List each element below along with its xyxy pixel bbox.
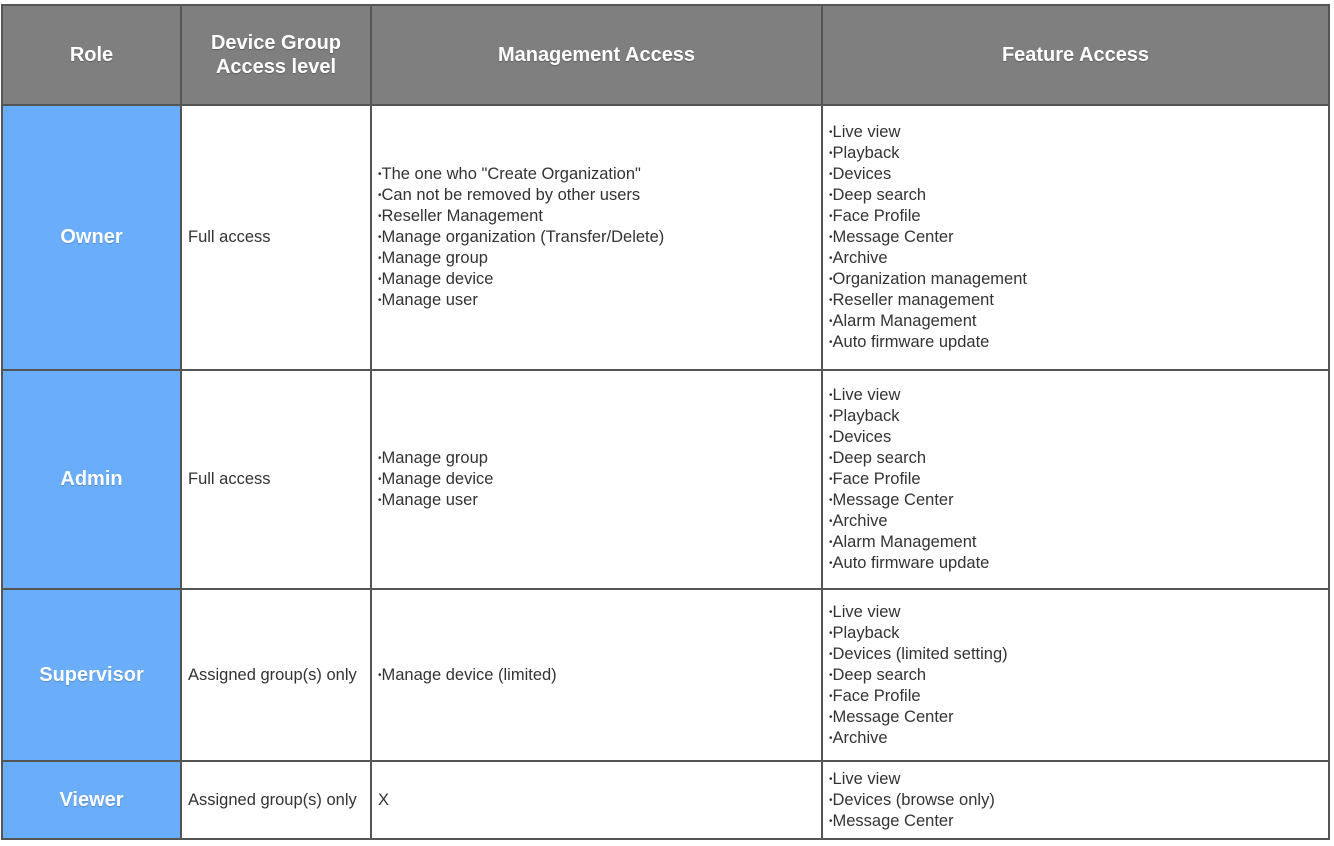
list-item: • Playback xyxy=(829,143,1322,164)
device-group-cell: Full access xyxy=(181,370,371,589)
list-item: • Reseller management xyxy=(829,290,1322,311)
list-item: • Message Center xyxy=(829,811,1322,832)
roles-access-table xyxy=(1,4,1330,840)
list-item: • Deep search xyxy=(829,185,1322,206)
list-item: • Alarm Management xyxy=(829,311,1322,332)
list-item: • Live view xyxy=(829,385,1322,406)
list-item: • Manage user xyxy=(378,290,815,311)
list-item: • Manage device (limited) xyxy=(378,665,815,686)
header-management-access: Management Access xyxy=(371,5,822,105)
management-cell: X xyxy=(371,761,822,839)
device-group-cell: Assigned group(s) only xyxy=(181,761,371,839)
header-device-group-access-level: Device Group Access level xyxy=(181,5,371,105)
role-cell: Supervisor xyxy=(2,589,181,761)
list-item: • Manage device xyxy=(378,469,815,490)
management-list xyxy=(378,164,815,311)
list-item: • Face Profile xyxy=(829,206,1322,227)
device-group-cell: Assigned group(s) only xyxy=(181,589,371,761)
feature-cell xyxy=(822,589,1329,761)
management-cell xyxy=(371,370,822,589)
list-item: • Archive xyxy=(829,728,1322,749)
list-item: • Face Profile xyxy=(829,469,1322,490)
list-item: • Deep search xyxy=(829,665,1322,686)
list-item: • Message Center xyxy=(829,227,1322,248)
list-item: • Organization management xyxy=(829,269,1322,290)
management-cell xyxy=(371,589,822,761)
list-item: • The one who "Create Organization" xyxy=(378,164,815,185)
list-item: • Auto firmware update xyxy=(829,553,1322,574)
feature-cell xyxy=(822,370,1329,589)
list-item: • Devices xyxy=(829,164,1322,185)
header-row xyxy=(2,5,1329,105)
list-item: • Alarm Management xyxy=(829,532,1322,553)
list-item: • Message Center xyxy=(829,707,1322,728)
list-item: • Live view xyxy=(829,769,1322,790)
table-row-admin xyxy=(2,370,1329,589)
feature-list xyxy=(829,385,1322,574)
list-item: • Manage group xyxy=(378,248,815,269)
list-item: • Live view xyxy=(829,122,1322,143)
list-item: • Archive xyxy=(829,511,1322,532)
list-item: • Manage group xyxy=(378,448,815,469)
feature-cell xyxy=(822,105,1329,370)
list-item: • Playback xyxy=(829,623,1322,644)
feature-list xyxy=(829,602,1322,749)
list-item: • Playback xyxy=(829,406,1322,427)
management-cell xyxy=(371,105,822,370)
device-group-cell: Full access xyxy=(181,105,371,370)
feature-cell xyxy=(822,761,1329,839)
list-item: • Live view xyxy=(829,602,1322,623)
list-item: • Deep search xyxy=(829,448,1322,469)
list-item: • Devices xyxy=(829,427,1322,448)
feature-list xyxy=(829,769,1322,832)
list-item: • Manage user xyxy=(378,490,815,511)
list-item: • Devices (limited setting) xyxy=(829,644,1322,665)
list-item: • Devices (browse only) xyxy=(829,790,1322,811)
table-row-viewer xyxy=(2,761,1329,839)
list-item: • Message Center xyxy=(829,490,1322,511)
header-role: Role xyxy=(2,5,181,105)
list-item: • Reseller Management xyxy=(378,206,815,227)
list-item: • Archive xyxy=(829,248,1322,269)
list-item: • Can not be removed by other users xyxy=(378,185,815,206)
header-feature-access: Feature Access xyxy=(822,5,1329,105)
role-cell: Owner xyxy=(2,105,181,370)
list-item: • Auto firmware update xyxy=(829,332,1322,353)
table-row-supervisor xyxy=(2,589,1329,761)
role-cell: Viewer xyxy=(2,761,181,839)
list-item: • Face Profile xyxy=(829,686,1322,707)
management-list xyxy=(378,665,815,686)
list-item: • Manage device xyxy=(378,269,815,290)
table-row-owner xyxy=(2,105,1329,370)
feature-list xyxy=(829,122,1322,353)
list-item: • Manage organization (Transfer/Delete) xyxy=(378,227,815,248)
role-cell: Admin xyxy=(2,370,181,589)
management-list xyxy=(378,448,815,511)
